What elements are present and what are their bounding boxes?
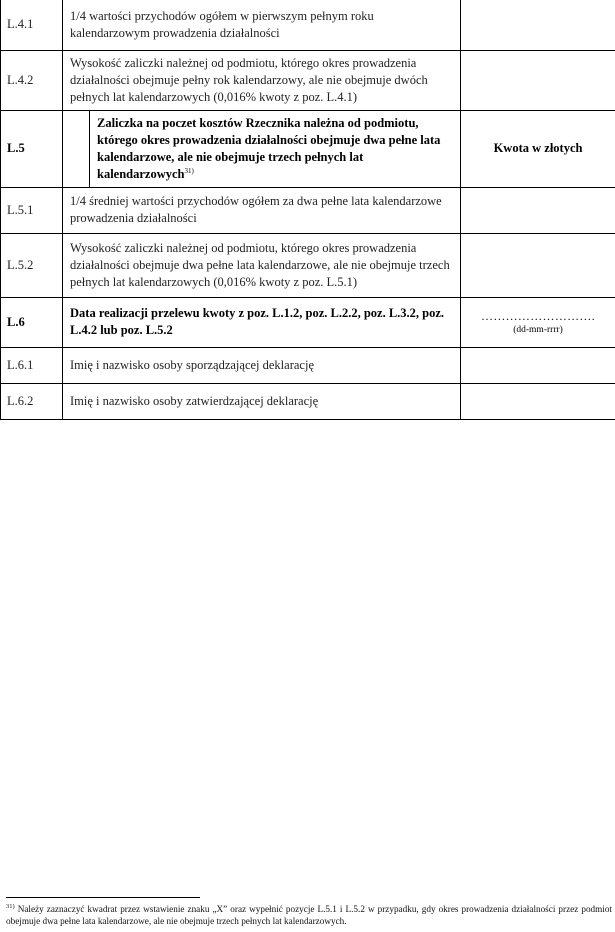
footnote-marker: 31) — [6, 902, 15, 910]
row-code: L.6.2 — [1, 383, 63, 419]
row-description: Wysokość zaliczki należnej od podmiotu, którego okres prowadzenia działalności obejmuje dwa pełne lata kalendarzowe, ale nie obejmuje trzech pełnych lat kalendarzowych (0,016% kwoty z poz. L.5.1) — [63, 233, 461, 297]
row-l-6 — [1, 297, 615, 347]
row-l-5-2 — [1, 233, 615, 297]
row-l-4-2 — [1, 50, 615, 110]
approver-name-field[interactable] — [461, 383, 615, 419]
row-code: L.5.2 — [1, 233, 63, 297]
footnote-reference: 31) — [184, 166, 194, 175]
date-placeholder-dots: ………………………. — [481, 309, 596, 323]
row-description: 1/4 wartości przychodów ogółem w pierwszym pełnym roku kalendarzowym prowadzenia działalności — [63, 0, 461, 50]
row-description: Imię i nazwisko osoby zatwierdzającej deklarację — [63, 383, 461, 419]
date-format-hint: (dd-mm-rrrr) — [513, 325, 563, 335]
row-description: Imię i nazwisko osoby sporządzającej deklarację — [63, 347, 461, 383]
row-code: L.5.1 — [1, 187, 63, 233]
row-code: L.4.2 — [1, 50, 63, 110]
row-description: 1/4 średniej wartości przychodów ogółem za dwa pełne lata kalendarzowe prowadzenia działalności — [63, 187, 461, 233]
amount-field-l-5-2[interactable] — [461, 233, 615, 297]
amount-column-header: Kwota w złotych — [461, 110, 615, 187]
row-l-6-1 — [1, 347, 615, 383]
section-code: L.5 — [1, 110, 63, 187]
declaration-table — [0, 0, 615, 420]
row-l-5-1 — [1, 187, 615, 233]
section-description-text: Zaliczka na poczet kosztów Rzecznika należna od podmiotu, którego okres prowadzenia działalności obejmuje dwa pełne lata kalendarzowe, ale nie obejmuje trzech pełnych lat kalendarzowych — [97, 115, 441, 181]
amount-field-l-5-1[interactable] — [461, 187, 615, 233]
row-l-6-2 — [1, 383, 615, 419]
section-code: L.6 — [1, 297, 63, 347]
section-description — [90, 110, 461, 187]
row-code: L.4.1 — [1, 0, 63, 50]
footnote-text: Należy zaznaczyć kwadrat przez wstawienie znaku „X” oraz wypełnić pozycje L.5.1 i L.5.2 w przypadku, gdy okres prowadzenia działalności przez podmiot obejmuje dwa pełne lata kalendarzowe, ale nie obejmuje trzech pełnych lat kalendarzowych. — [6, 904, 612, 926]
transfer-date-field[interactable] — [461, 297, 615, 347]
row-l-5-header — [1, 110, 615, 187]
amount-field-l-4-1[interactable] — [461, 0, 615, 50]
row-code: L.6.1 — [1, 347, 63, 383]
footnote-divider — [6, 897, 200, 898]
row-description: Wysokość zaliczki należnej od podmiotu, którego okres prowadzenia działalności obejmuje pełny rok kalendarzowy, ale nie obejmuje dwóch pełnych lat kalendarzowych (0,016% kwoty z poz. L.4.1) — [63, 50, 461, 110]
checkbox-l-5[interactable] — [63, 110, 90, 187]
row-l-4-1 — [1, 0, 615, 50]
amount-field-l-4-2[interactable] — [461, 50, 615, 110]
preparer-name-field[interactable] — [461, 347, 615, 383]
section-description: Data realizacji przelewu kwoty z poz. L.1.2, poz. L.2.2, poz. L.3.2, poz. L.4.2 lub poz. L.5.2 — [63, 297, 461, 347]
footnote — [6, 903, 612, 927]
